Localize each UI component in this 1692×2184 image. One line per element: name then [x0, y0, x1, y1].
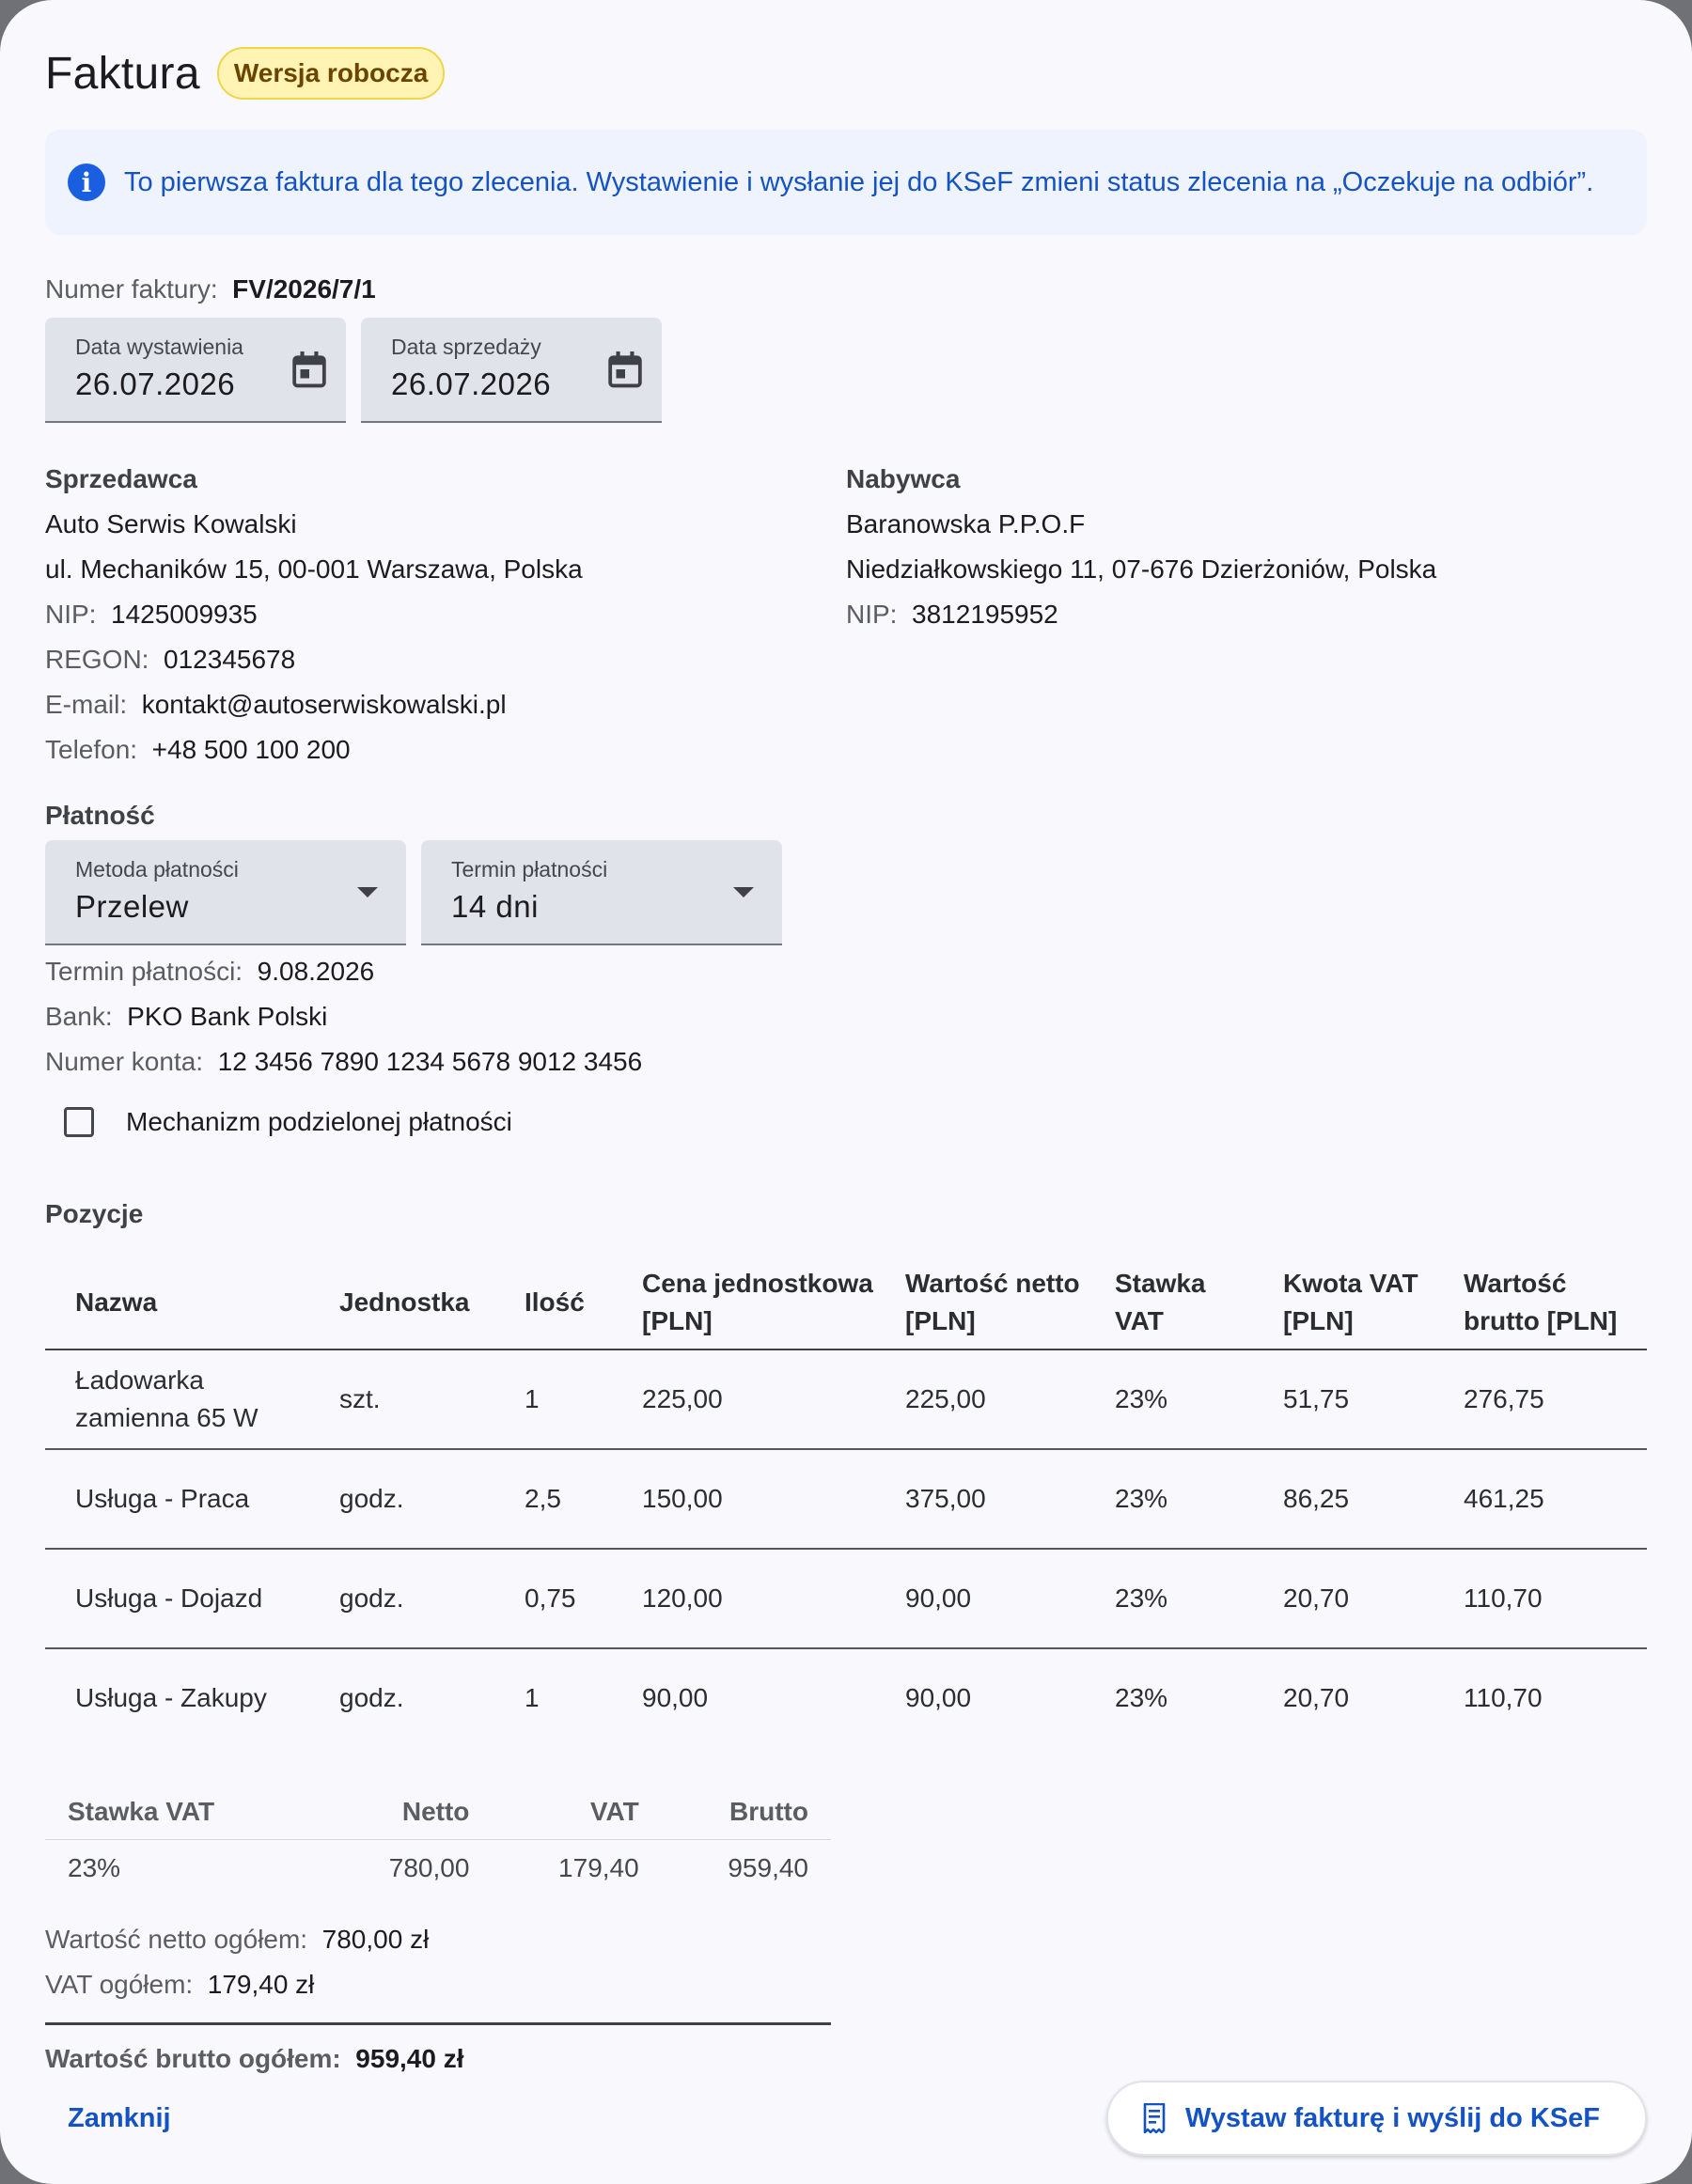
table-cell: 2,5	[494, 1449, 612, 1549]
payment-section	[45, 793, 1647, 1150]
payment-due	[45, 949, 1647, 994]
column-header: Netto	[322, 1785, 492, 1840]
vat-total	[45, 1962, 1647, 2007]
net-total-label: Wartość netto ogółem:	[45, 1925, 308, 1954]
column-header: Wartość netto [PLN]	[875, 1248, 1085, 1349]
payment-account-value: 12 3456 7890 1234 5678 9012 3456	[217, 1047, 643, 1076]
buyer-name: Baranowska P.P.O.F	[846, 509, 1086, 538]
table-cell: 90,00	[875, 1549, 1085, 1648]
table-cell: godz.	[309, 1449, 494, 1549]
payment-due-label: Termin płatności:	[45, 957, 243, 986]
table-cell: Usługa - Dojazd	[45, 1549, 309, 1648]
table-cell: 90,00	[905, 1683, 972, 1712]
column-header: Stawka VAT	[1085, 1248, 1253, 1349]
table-cell: 23%	[1085, 1549, 1253, 1648]
seller-regon-value: 012345678	[164, 645, 296, 674]
chevron-down-icon[interactable]	[357, 887, 378, 897]
calendar-icon[interactable]	[291, 350, 327, 389]
summary-row	[45, 1840, 831, 1897]
column-header: Stawka VAT	[45, 1785, 322, 1840]
payment-bank-label: Bank:	[45, 1002, 113, 1031]
issue-and-send-button[interactable]	[1106, 2081, 1647, 2156]
table-cell: godz.	[309, 1549, 494, 1648]
seller-phone	[45, 727, 846, 772]
totals-block	[45, 1917, 1647, 2083]
split-payment-label[interactable]: Mechanizm podzielonej płatności	[126, 1107, 512, 1136]
table-cell: 0,75	[494, 1549, 612, 1648]
column-header: Kwota VAT [PLN]	[1253, 1248, 1434, 1349]
buyer-block	[846, 457, 1647, 772]
table-cell: godz.	[339, 1683, 404, 1712]
issue-date-value[interactable]: 26.07.2026	[75, 367, 236, 401]
calendar-icon[interactable]	[607, 350, 643, 389]
column-header: Brutto	[662, 1785, 831, 1840]
payment-term-value[interactable]: 14 dni	[451, 889, 539, 924]
column-header: Cena jednostkowa [PLN]	[612, 1248, 875, 1349]
table-cell: 375,00	[875, 1449, 1085, 1549]
payment-bank	[45, 994, 1647, 1039]
seller-nip-label: NIP:	[45, 600, 97, 629]
seller-phone-value: +48 500 100 200	[151, 735, 351, 764]
table-cell: 150,00	[612, 1449, 875, 1549]
table-cell: 90,00	[642, 1683, 709, 1712]
table-cell: 23%	[1085, 1349, 1253, 1449]
vat-summary-table	[45, 1785, 831, 1896]
payment-account	[45, 1039, 1647, 1084]
table-cell: Usługa - Zakupy	[75, 1683, 267, 1712]
column-header: Jednostka	[309, 1248, 494, 1349]
vat-total-label: VAT ogółem:	[45, 1970, 194, 1999]
column-header: VAT	[492, 1785, 661, 1840]
payment-method-select[interactable]	[45, 840, 406, 945]
table-row	[45, 1549, 1647, 1648]
table-cell: 20,70	[1283, 1683, 1350, 1712]
table-cell: 780,00	[388, 1853, 470, 1882]
seller-heading: Sprzedawca	[45, 464, 197, 493]
items-heading: Pozycje	[45, 1199, 144, 1228]
gross-total-value: 959,40 zł	[355, 2044, 464, 2073]
table-cell: 23%	[68, 1853, 121, 1882]
gross-total-label: Wartość brutto ogółem:	[45, 2044, 341, 2073]
vat-total-value: 179,40 zł	[207, 1970, 315, 1999]
seller-email-label: E-mail:	[45, 690, 128, 719]
net-total-value: 780,00 zł	[321, 1925, 430, 1954]
seller-name: Auto Serwis Kowalski	[45, 509, 297, 538]
payment-heading: Płatność	[45, 801, 155, 830]
payment-method-label: Metoda płatności	[75, 857, 239, 881]
parties-section	[45, 457, 1647, 772]
issue-and-send-label[interactable]: Wystaw fakturę i wyślij do KSeF	[1184, 2102, 1600, 2133]
sale-date-value[interactable]: 26.07.2026	[391, 367, 552, 401]
items-table	[45, 1248, 1647, 1747]
buyer-nip-value: 3812195952	[912, 600, 1058, 629]
gross-total	[45, 2035, 1647, 2083]
table-cell: 51,75	[1253, 1349, 1434, 1449]
payment-account-label: Numer konta:	[45, 1047, 204, 1076]
table-cell: 23%	[1085, 1449, 1253, 1549]
payment-bank-value: PKO Bank Polski	[127, 1002, 328, 1031]
info-banner	[45, 130, 1647, 235]
seller-email-value: kontakt@autoserwiskowalski.pl	[141, 690, 507, 719]
table-cell: szt.	[309, 1349, 494, 1449]
seller-nip	[45, 592, 846, 637]
items-header-row	[45, 1248, 1647, 1349]
buyer-nip	[846, 592, 1647, 637]
issue-date-label: Data wystawienia	[75, 335, 243, 359]
payment-selects	[45, 840, 1647, 945]
close-button[interactable]: Zamknij	[68, 2102, 171, 2133]
seller-block	[45, 457, 846, 772]
payment-term-select[interactable]	[421, 840, 782, 945]
table-cell: 120,00	[612, 1549, 875, 1648]
seller-regon	[45, 637, 846, 682]
table-cell: 1	[525, 1683, 540, 1712]
buyer-address: Niedziałkowskiego 11, 07-676 Dzierżoniów, Polska	[846, 554, 1437, 584]
sale-date-label: Data sprzedaży	[391, 335, 541, 359]
net-total	[45, 1917, 1647, 1962]
table-row	[45, 1349, 1647, 1449]
table-cell: 225,00	[875, 1349, 1085, 1449]
seller-regon-label: REGON:	[45, 645, 149, 674]
totals-divider	[45, 2022, 831, 2025]
invoice-number-value: FV/2026/7/1	[232, 274, 376, 304]
dialog-title: Faktura	[45, 48, 200, 99]
table-cell: 86,25	[1253, 1449, 1434, 1549]
column-header: Nazwa	[45, 1248, 309, 1349]
invoice-number-label: Numer faktury:	[45, 274, 218, 304]
table-cell: 1	[494, 1349, 612, 1449]
issue-date-field[interactable]	[45, 318, 346, 423]
sale-date-field[interactable]	[361, 318, 662, 423]
info-text: To pierwsza faktura dla tego zlecenia. Wystawienie i wysłanie jej do KSeF zmieni status zlecenia na „Oczekuje na odbiór”.	[124, 166, 1594, 197]
table-cell: 23%	[1115, 1683, 1168, 1712]
table-cell: Usługa - Praca	[45, 1449, 309, 1549]
table-row	[45, 1648, 1647, 1747]
dialog-actions	[45, 2081, 1647, 2156]
split-payment-option[interactable]	[64, 1094, 1647, 1150]
info-icon: i	[68, 164, 105, 201]
table-cell: 110,70	[1464, 1683, 1543, 1712]
summary-header-row	[45, 1785, 831, 1840]
table-cell: 110,70	[1434, 1549, 1647, 1648]
seller-address: ul. Mechaników 15, 00-001 Warszawa, Polska	[45, 554, 583, 584]
dialog-header	[45, 45, 1647, 101]
table-cell: 179,40	[558, 1853, 639, 1882]
payment-term-label: Termin płatności	[451, 857, 608, 881]
table-cell: 276,75	[1434, 1349, 1647, 1449]
split-payment-checkbox[interactable]	[64, 1107, 94, 1137]
status-badge: Wersja robocza	[217, 47, 445, 100]
table-cell: 959,40	[728, 1853, 808, 1882]
items-section	[45, 1192, 1647, 1747]
table-cell: 461,25	[1434, 1449, 1647, 1549]
chevron-down-icon[interactable]	[733, 887, 754, 897]
column-header: Wartość brutto [PLN]	[1434, 1248, 1647, 1349]
seller-phone-label: Telefon:	[45, 735, 138, 764]
payment-method-value[interactable]: Przelew	[75, 889, 189, 924]
seller-nip-value: 1425009935	[111, 600, 258, 629]
invoice-number	[45, 267, 1647, 312]
payment-due-value: 9.08.2026	[257, 957, 375, 986]
table-cell: 225,00	[612, 1349, 875, 1449]
receipt-icon	[1142, 2103, 1167, 2133]
table-cell: 20,70	[1253, 1549, 1434, 1648]
date-fields	[45, 318, 1647, 423]
buyer-nip-label: NIP:	[846, 600, 898, 629]
column-header: Ilość	[494, 1248, 612, 1349]
table-cell: Ładowarka zamienna 65 W	[45, 1349, 309, 1449]
table-row	[45, 1449, 1647, 1549]
buyer-heading: Nabywca	[846, 464, 961, 493]
seller-email	[45, 682, 846, 727]
